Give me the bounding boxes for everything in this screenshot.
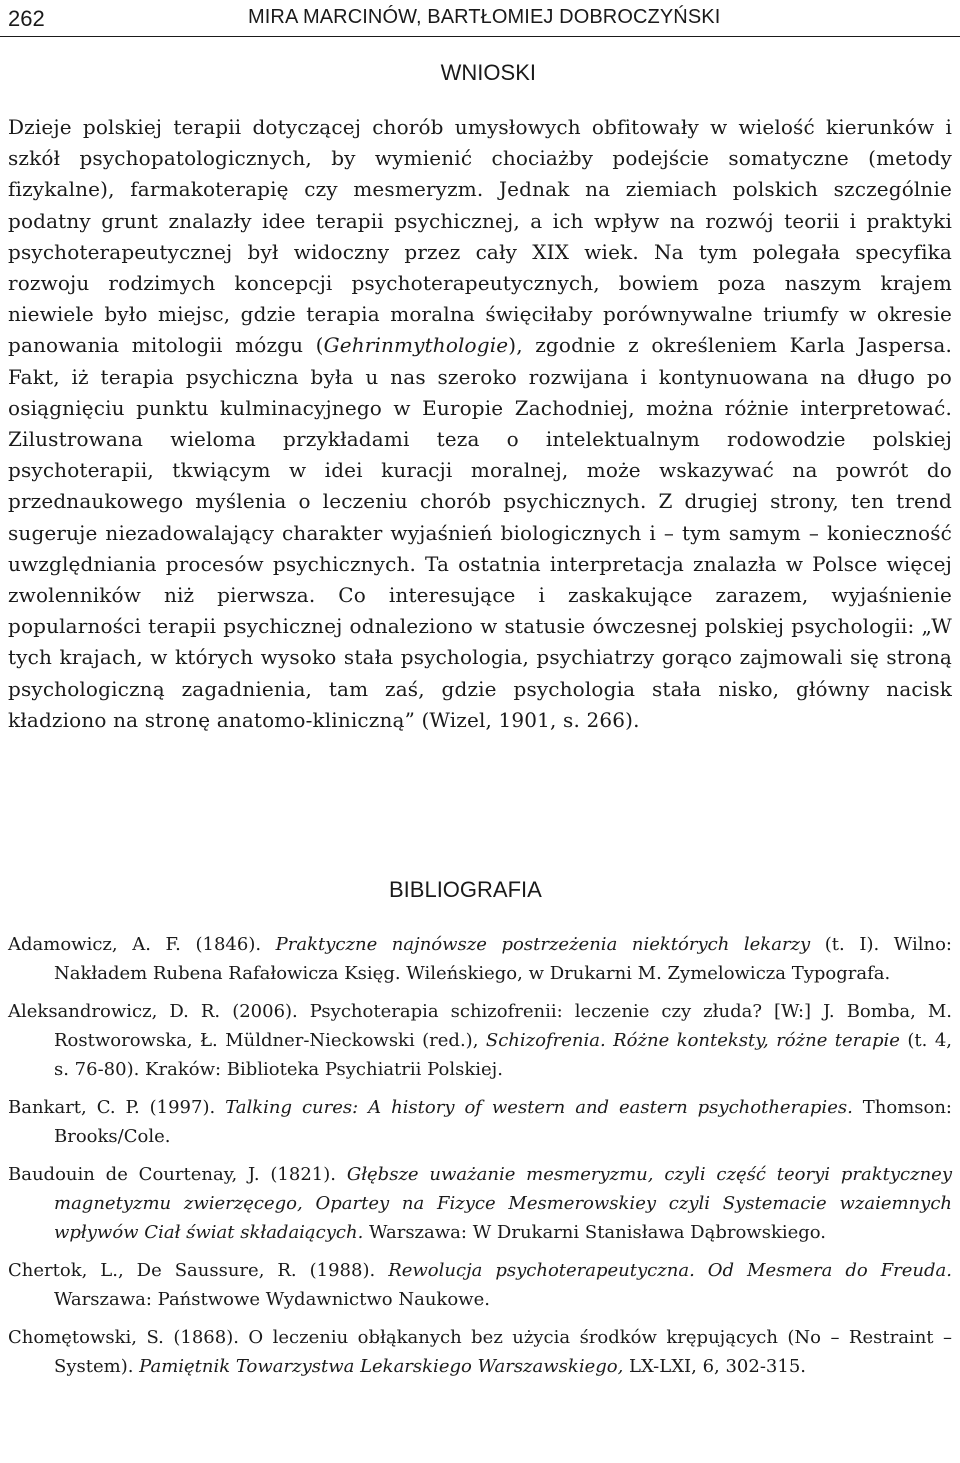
conclusions-body (8, 112, 952, 736)
entry-title: Pamiętnik Towarzystwa Lekarskiego Warszawskiego, (139, 1356, 624, 1377)
page-header (0, 0, 960, 40)
entry-tail: Thomson: Brooks/Cole. (54, 1097, 952, 1147)
page-number: 262 (8, 6, 45, 31)
paragraph-text-start: Dzieje polskiej terapii dotyczącej chorób umysłowych obfitowały w wielość kierunków i szkół psychopatologicznych, by wymienić chociażby podejście somatyczne (metody fizykalne), farmakoterapię czy mesmeryzm. Jednak na ziemiach polskich szczególnie podatny grunt znalazły idee terapii psychicznej, a ich wpływ na rozwój teorii i praktyki psychoterapeutycznej był widoczny przez cały XIX wiek. Na tym polegała specyfika rozwoju rodzimych koncepcji psychoterapeutycznych, bowiem poza naszym krajem niewiele było miejsc, gdzie terapia moralna święciłaby porównywalne triumfy w okresie panowania mitologii mózgu ( (8, 115, 952, 358)
entry-title: Głębsze uważanie mesmeryzmu, czyli część teoryi praktyczney magnetyzmu zwierzęcego, Opartey na Fizyce Mesmerowskiey czyli Systemacie wzaiemnych wpływów Ciał świat składaiących. (54, 1164, 952, 1243)
italic-term: Gehrinmythologie (323, 333, 509, 358)
bibliography-entry (8, 1323, 952, 1381)
entry-title: Rewolucja psychoterapeutyczna. Od Mesmera do Freuda. (388, 1260, 953, 1281)
entry-title: Praktyczne najnówsze postrzeżenia niektórych lekarzy (275, 934, 811, 955)
entry-tail: Warszawa: Państwowe Wydawnictwo Naukowe. (54, 1289, 490, 1310)
conclusions-paragraph (8, 112, 952, 736)
paragraph-text-end: ), zgodnie z określeniem Karla Jaspersa. Fakt, iż terapia psychiczna była u nas szeroko rozwijana i kontynuowana na długo po osiągnięciu punktu kulminacyjnego w Europie Zachodniej, można różnie interpretować. Zilustrowana wieloma przykładami teza o intelektualnym rodowodzie polskiej psychoterapii, tkwiącym w idei kuracji moralnej, może wskazywać na powrót do przednaukowego myślenia o leczeniu chorób psychicznych. Z drugiej strony, ten trend sugeruje niezadowalający charakter wyjaśnień biologicznych i – tym samym – konieczność uwzględniania procesów psychicznych. Ta ostatnia interpretacja znalazła w Polsce więcej zwolenników niż pierwsza. Co interesujące i zaskakujące zarazem, wyjaśnienie popularności terapii psychicznej odnaleziono w statusie ówczesnej polskiej psychologii: „W tych krajach, w których wysoko stała psychologia, psychiatrzy gorąco zajmowali się stroną psychologiczną zagadnienia, tam zaś, gdzie psychologia stała nisko, główny nacisk kładziono na stronę anatomo-kliniczną” (Wizel, 1901, s. 266). (8, 333, 952, 732)
conclusions-heading: WNIOSKI (440, 60, 536, 85)
bibliography-heading: BIBLIOGRAFIA (389, 877, 542, 902)
bibliography-entry (8, 1160, 952, 1247)
entry-tail: (t. 4, s. 76-80). Kraków: Biblioteka Psychiatrii Polskiej. (54, 1030, 952, 1080)
entry-lead: Adamowicz, A. F. (1846). (8, 934, 276, 955)
bibliography-list (8, 930, 952, 1390)
entry-lead: Baudouin de Courtenay, J. (1821). (8, 1164, 347, 1185)
entry-title: Talking cures: A history of western and eastern psychotherapies. (225, 1097, 853, 1118)
bibliography-entry (8, 997, 952, 1084)
entry-tail: (t. I). Wilno: Nakładem Rubena Rafałowicza Księg. Wileńskiego, w Drukarni M. Zymelowicza Typografa. (54, 934, 952, 984)
bibliography-entry (8, 1256, 952, 1314)
entry-tail: LX-LXI, 6, 302-315. (623, 1356, 806, 1377)
entry-lead: Chertok, L., De Saussure, R. (1988). (8, 1260, 389, 1281)
running-head: MIRA MARCINÓW, BARTŁOMIEJ DOBROCZYŃSKI (248, 6, 721, 28)
entry-lead: Aleksandrowicz, D. R. (2006). Psychoterapia schizofrenii: leczenie czy złuda? [W:] J. Bomba, M. Rostworowska, Ł. Müldner-Nieckowski (red.), (8, 1001, 952, 1051)
bibliography-entry (8, 930, 952, 988)
entry-title: Schizofrenia. Różne konteksty, różne terapie (485, 1030, 900, 1051)
entry-lead: Bankart, C. P. (1997). (8, 1097, 226, 1118)
entry-tail: Warszawa: W Drukarni Stanisława Dąbrowskiego. (363, 1222, 827, 1243)
header-rule (0, 36, 960, 37)
bibliography-entry (8, 1093, 952, 1151)
entry-lead: Chomętowski, S. (1868). O leczeniu obłąkanych bez użycia środków krępujących (No – Restraint – System). (8, 1327, 952, 1377)
